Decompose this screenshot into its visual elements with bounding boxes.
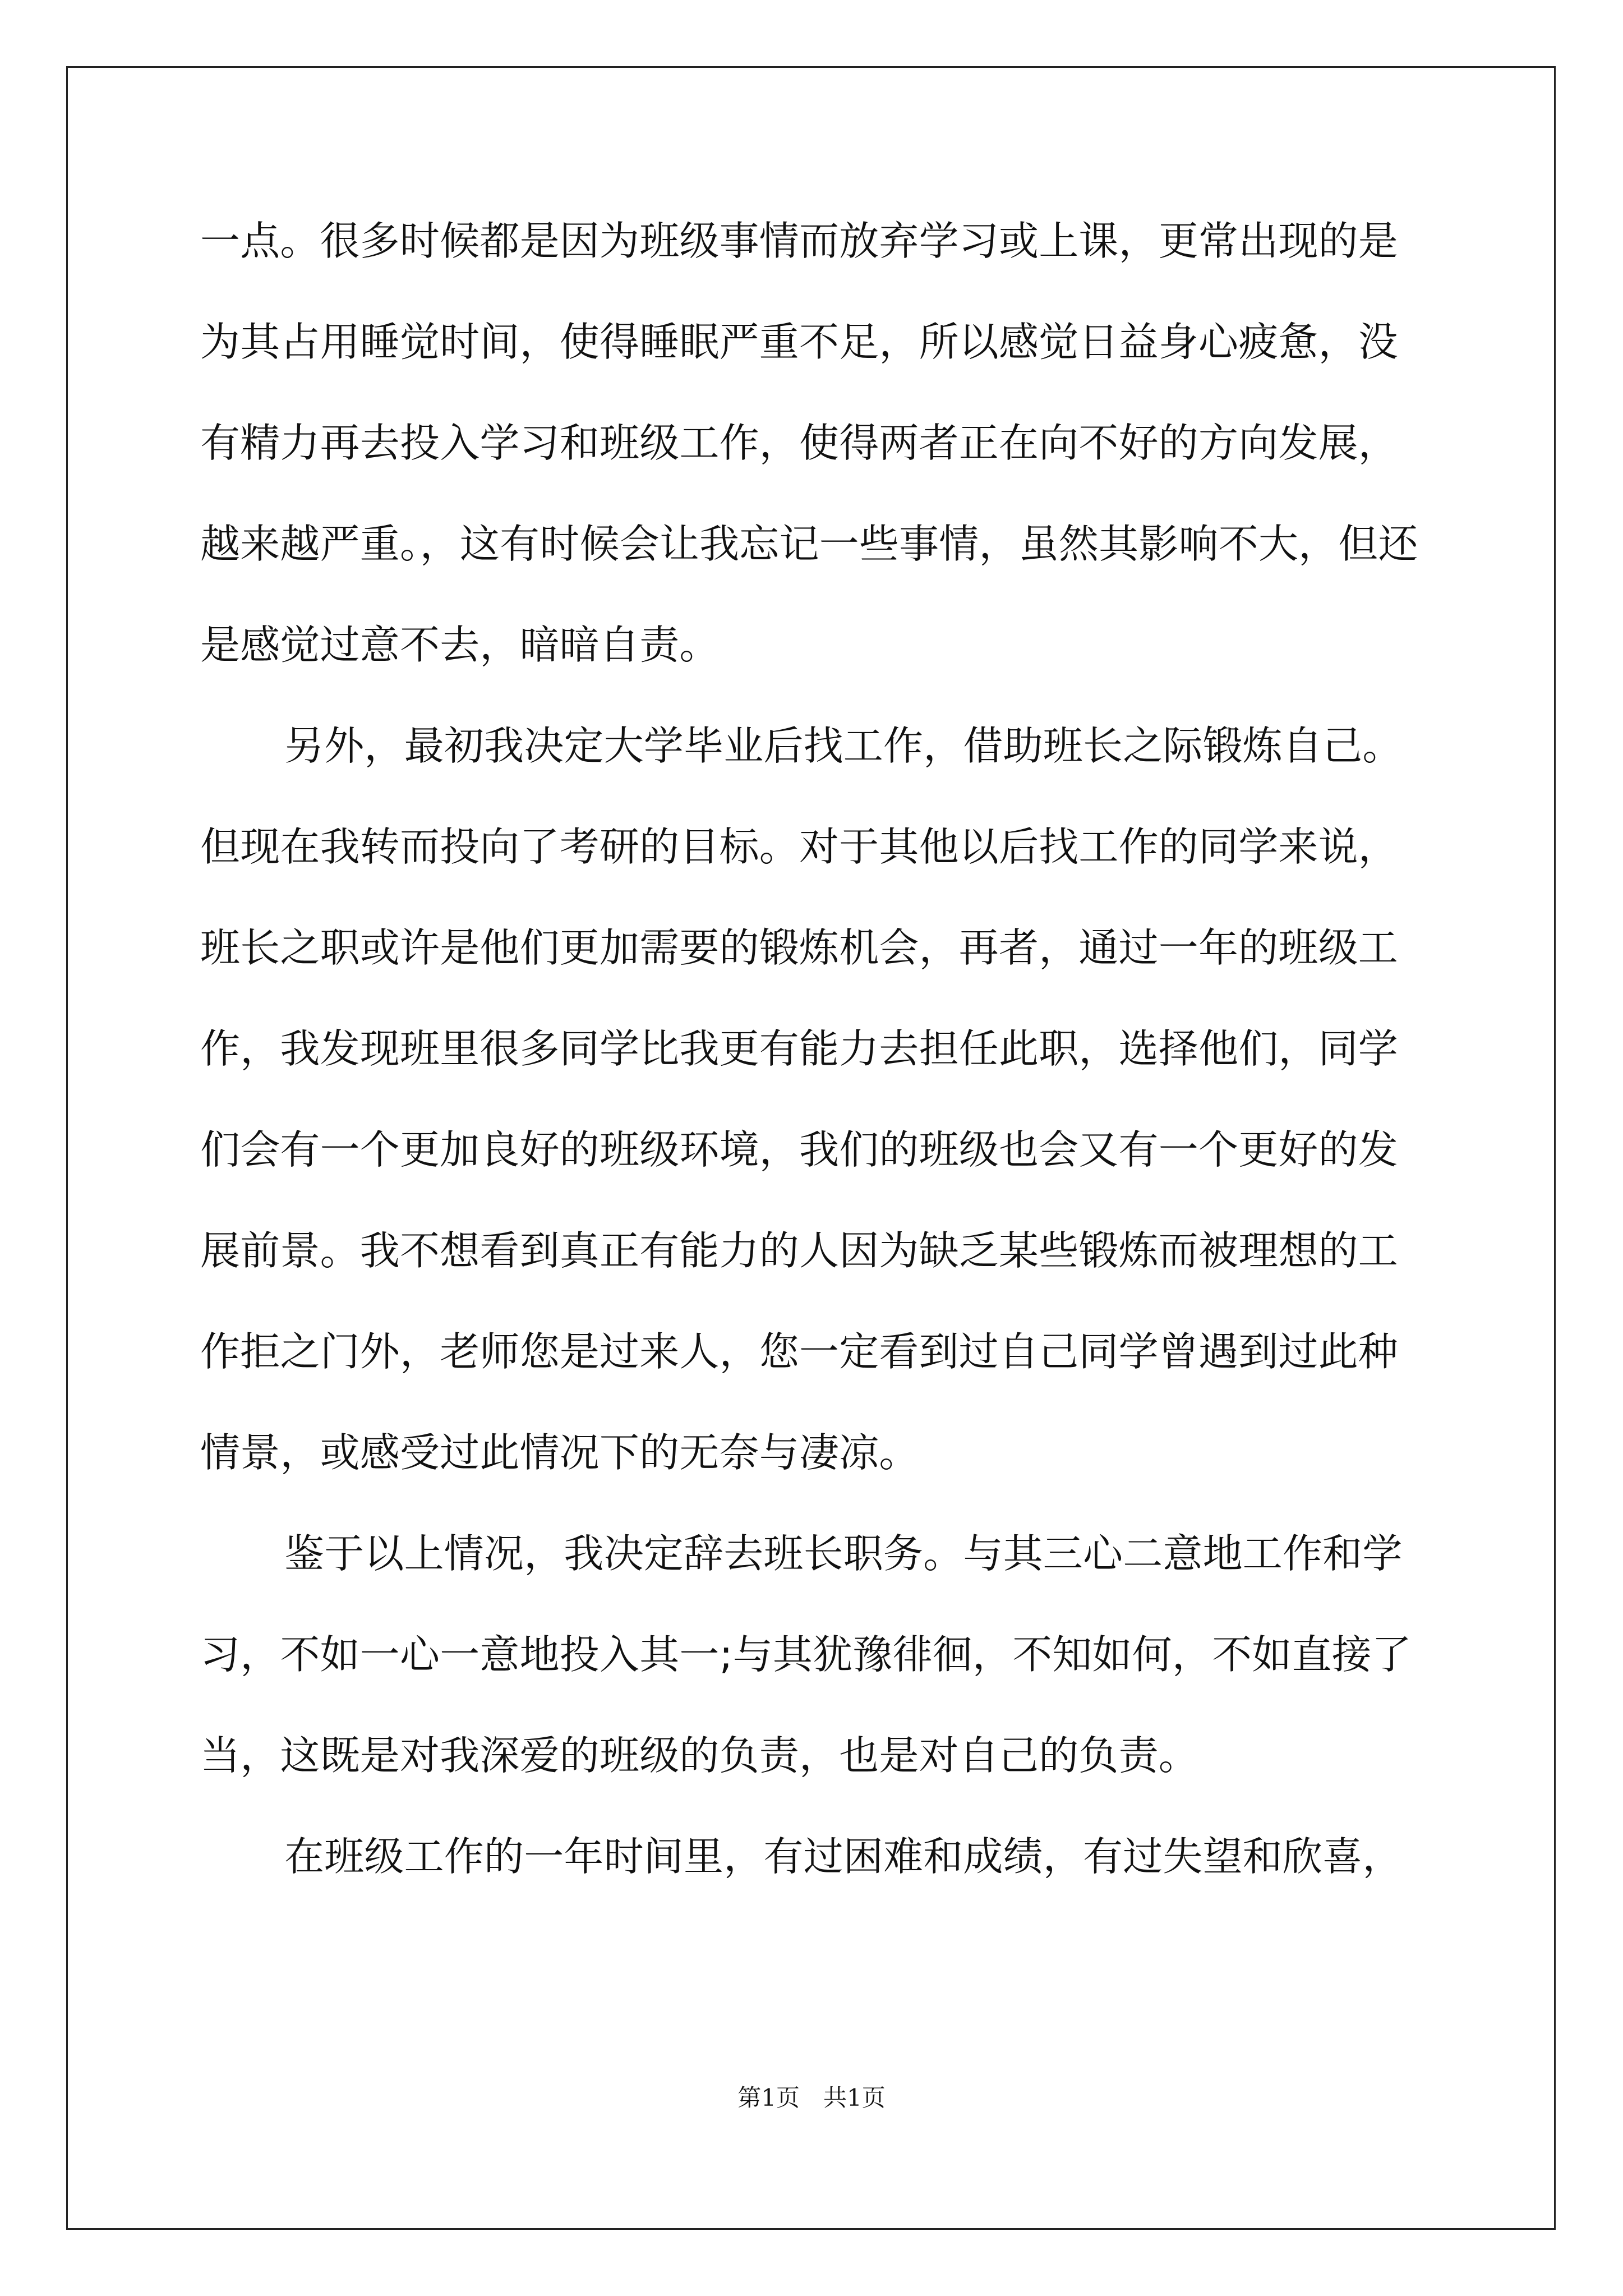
text-line: 们会有一个更加良好的班级环境，我们的班级也会又有一个更好的发 <box>200 1126 1399 1173</box>
text-line: 作，我发现班里很多同学比我更有能力去担任此职，选择他们，同学 <box>200 1025 1399 1072</box>
paragraph-start-line: 在班级工作的一年时间里，有过困难和成绩，有过失望和欣喜， <box>284 1833 1403 1880</box>
paragraph-start-line: 另外，最初我决定大学毕业后找工作，借助班长之际锻炼自己。 <box>284 723 1403 769</box>
text-line: 但现在我转而投向了考研的目标。对于其他以后找工作的同学来说， <box>200 823 1399 870</box>
text-line: 展前景。我不想看到真正有能力的人因为缺乏某些锻炼而被理想的工 <box>200 1227 1399 1274</box>
text-line: 当，这既是对我深爱的班级的负责，也是对自己的负责。 <box>200 1732 1199 1779</box>
paragraph-start-line: 鉴于以上情况，我决定辞去班长职务。与其三心二意地工作和学 <box>284 1530 1403 1577</box>
text-line: 作拒之门外，老师您是过来人，您一定看到过自己同学曾遇到过此种 <box>200 1328 1399 1375</box>
text-line: 为其占用睡觉时间，使得睡眠严重不足，所以感觉日益身心疲惫，没 <box>200 319 1399 365</box>
text-line: 情景，或感受过此情况下的无奈与凄凉。 <box>200 1429 919 1476</box>
text-line: 班长之职或许是他们更加需要的锻炼机会，再者，通过一年的班级工 <box>200 924 1399 971</box>
text-line: 越来越严重。，这有时候会让我忘记一些事情，虽然其影响不大，但还 <box>200 521 1418 567</box>
page-footer: 第1页 共1页 <box>737 2084 886 2111</box>
text-line: 有精力再去投入学习和班级工作，使得两者正在向不好的方向发展， <box>200 420 1399 466</box>
text-line: 习，不如一心一意地投入其一;与其犹豫徘徊，不知如何，不如直接了 <box>200 1631 1412 1678</box>
text-line: 一点。很多时候都是因为班级事情而放弃学习或上课，更常出现的是 <box>200 218 1399 264</box>
text-line: 是感觉过意不去，暗暗自责。 <box>200 622 720 668</box>
